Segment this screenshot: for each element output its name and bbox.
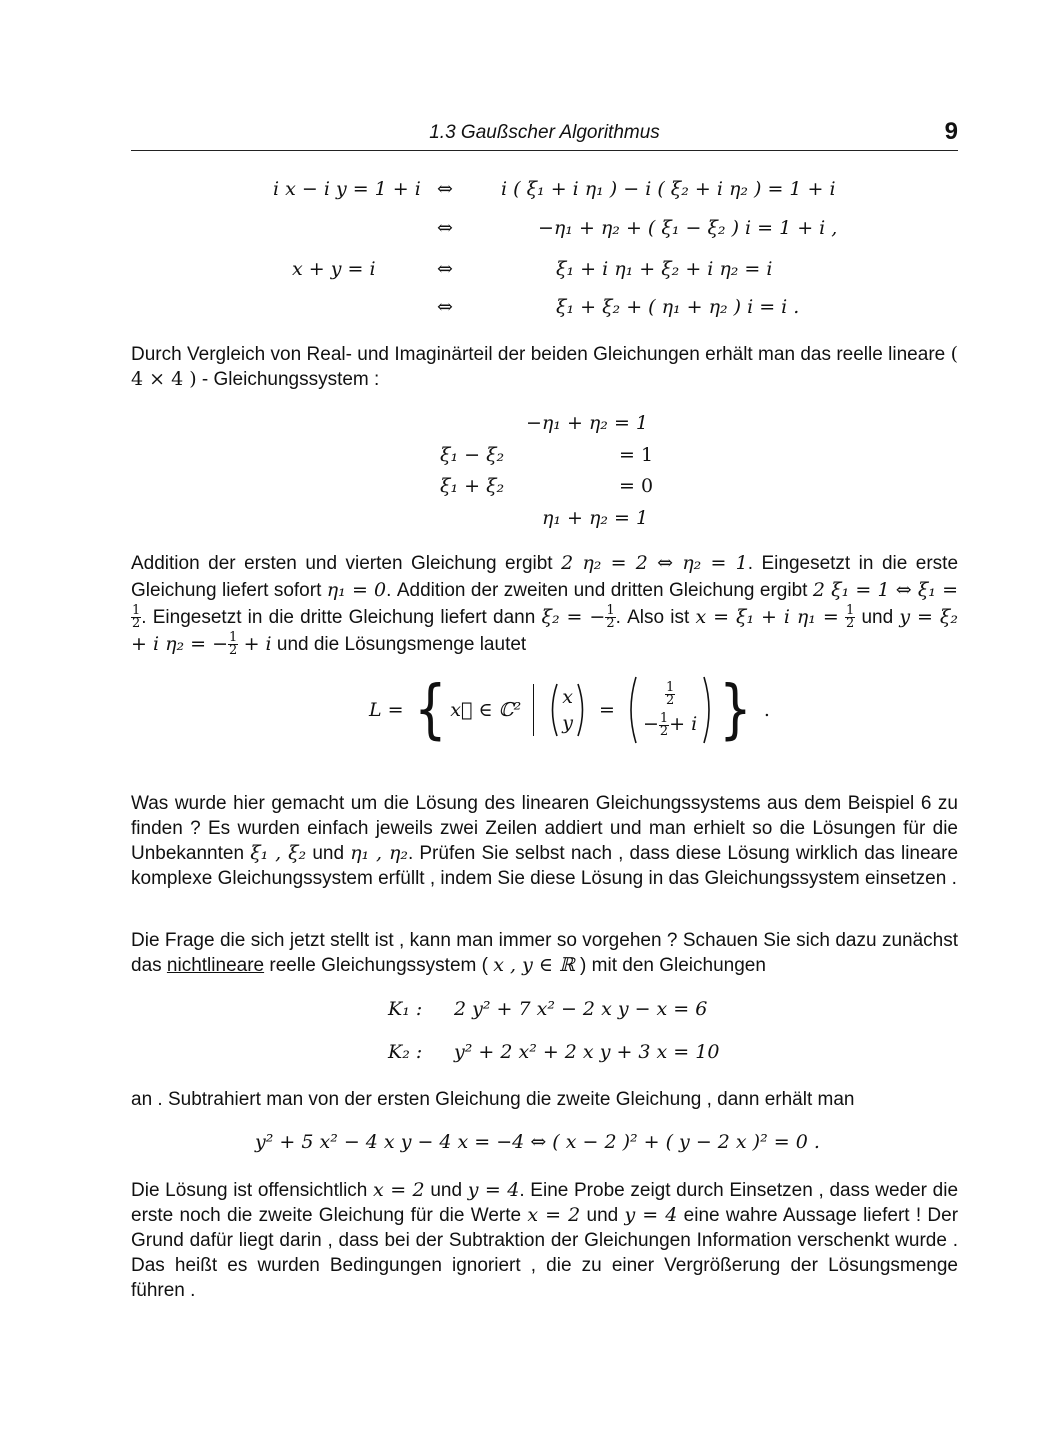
- p3-m1: ξ₁ , ξ₂: [250, 842, 307, 864]
- real-eq-3-right: = 0: [619, 475, 654, 497]
- sol-minus: −: [642, 712, 659, 735]
- p3-und: und: [312, 843, 345, 864]
- frac-half-2: [605, 605, 615, 630]
- sol-row-2: [643, 713, 697, 738]
- eq-right-4: ξ₁ + ξ₂ + ( η₁ + η₂ ) i = i .: [556, 296, 800, 318]
- eq-right-1: i ( ξ₁ + i η₁ ) − i ( ξ₂ + i η₂ ) = 1 + i: [501, 178, 836, 200]
- vec-x: x: [562, 686, 574, 708]
- vec-equals: =: [599, 699, 615, 721]
- frac-num: 1: [132, 603, 141, 619]
- solution-lhs: L =: [369, 699, 404, 721]
- p2-t5: . Also ist: [615, 607, 690, 628]
- p4-c: ) mit den Gleichungen: [580, 955, 766, 976]
- frac-den: 2: [665, 692, 675, 708]
- frac-half-1: [131, 605, 141, 630]
- section-title: 1.3 Gaußscher Algorithmus: [429, 122, 660, 143]
- p6-t1: Die Lösung ist offensichtlich: [131, 1180, 368, 1201]
- paragraph-3: [131, 791, 958, 891]
- solution-condition: x⃗ ∈ ℂ²: [450, 699, 522, 721]
- real-eq-4: η₁ + η₂ = 1: [542, 507, 649, 529]
- iff-1: ⇔: [437, 178, 453, 200]
- k2-label: K₂ :: [388, 1041, 423, 1063]
- para1-end: - Gleichungssystem :: [201, 369, 380, 390]
- p2-m6b: + i: [243, 633, 272, 655]
- frac-den: 2: [229, 643, 238, 659]
- right-paren-1: [575, 682, 589, 738]
- vec-y: y: [562, 712, 574, 734]
- iff-4: ⇔: [437, 296, 453, 318]
- p2-t6: und: [861, 607, 894, 628]
- p6-t4: und: [586, 1205, 619, 1226]
- p2-m6: y = ξ₂ + i η₂ = −: [131, 606, 959, 655]
- frac-num: 1: [665, 679, 675, 695]
- k2-equation: y² + 2 x² + 2 x y + 3 x = 10: [454, 1041, 720, 1063]
- real-eq-2-right: = 1: [619, 444, 654, 466]
- p6-t5: eine wahre Aussage liefert ! Der Grund dafür liegt darin , dass bei der Subtraktion der Gleichungen Information verschenkt wurde . Das heißt es wurden Bedingungen ignoriert , die zu einer Vergrößerung der Lösungsmenge führen .: [131, 1205, 959, 1301]
- p2-m5: x = ξ₁ + i η₁ =: [695, 606, 839, 628]
- running-header: [131, 118, 958, 151]
- frac-den: 2: [659, 724, 669, 740]
- p2-t1: Addition der ersten und vierten Gleichung ergibt: [131, 553, 553, 574]
- right-paren-2: [701, 675, 715, 745]
- frac-den: 2: [845, 616, 855, 632]
- real-eq-3-left: ξ₁ + ξ₂: [440, 475, 505, 497]
- paragraph-6: [131, 1178, 958, 1303]
- p4-b: reelle Gleichungssystem (: [269, 955, 488, 976]
- vector-xy: [562, 684, 573, 736]
- p3-text: Was wurde hier gemacht um die Lösung des linearen Gleichungssystems aus dem Beispiel 6 zu finden ? Es wurden einfach jeweils zwei Zeilen addiert und man erhielt so die Lösungen für die Unbekannten: [131, 793, 958, 864]
- p3-end: . Prüfen Sie selbst nach , dass diese Lösung wirklich das lineare komplexe Gleichungssystem erfüllt , indem Sie diese Lösung in das Gleichungssystem einsetzen .: [131, 843, 959, 889]
- k1-label: K₁ :: [388, 998, 423, 1020]
- p4-math: x , y ∈ ℝ: [493, 954, 575, 976]
- p6-m2: y = 4: [467, 1179, 520, 1201]
- p2-t3: . Addition der zweiten und dritten Gleichung ergibt: [386, 580, 808, 601]
- right-brace: }: [719, 673, 752, 747]
- frac-num: 1: [606, 603, 615, 619]
- p6-t2: und: [430, 1180, 463, 1201]
- sol-frac-1: [665, 679, 675, 708]
- para1-text: Durch Vergleich von Real- und Imaginärteil der beiden Gleichungen erhält man das reelle lineare: [131, 344, 946, 365]
- left-paren-1: [546, 682, 560, 738]
- frac-half-3: [845, 605, 855, 630]
- p6-m1: x = 2: [373, 1179, 425, 1201]
- p6-m4: y = 4: [624, 1204, 678, 1226]
- eq-left-3: x + y = i: [292, 258, 376, 280]
- iff-3: ⇔: [437, 258, 453, 280]
- p2-m3: 2 ξ₁ = 1 ⇔ ξ₁ =: [812, 579, 959, 601]
- p6-m3: x = 2: [527, 1204, 581, 1226]
- frac-num: 1: [229, 630, 238, 646]
- iff-2: ⇔: [437, 217, 453, 239]
- eq-right-3: ξ₁ + i η₁ + ξ₂ + i η₂ = i: [556, 258, 773, 280]
- real-eq-1: −η₁ + η₂ = 1: [526, 412, 649, 434]
- left-brace: {: [413, 673, 447, 747]
- p2-m2: η₁ = 0: [326, 579, 387, 601]
- p2-t2: . Eingesetzt in die erste Gleichung liefert sofort: [131, 553, 959, 601]
- vector-solution: [642, 679, 698, 740]
- sol-plus-i: + i: [669, 712, 698, 735]
- eq-left-1: i x − i y = 1 + i: [273, 178, 421, 200]
- para1-math: ( 4 × 4 ): [131, 343, 958, 390]
- p4-a: Die Frage die sich jetzt stellt ist , kann man immer so vorgehen ? Schauen Sie sich dazu zunächst das: [131, 930, 958, 976]
- p2-m1: 2 η₂ = 2 ⇔ η₂ = 1: [561, 552, 748, 574]
- p2-t7: und die Lösungsmenge lautet: [276, 634, 527, 655]
- frac-den: 2: [606, 616, 615, 632]
- real-eq-2-left: ξ₁ − ξ₂: [440, 444, 505, 466]
- frac-num: 1: [659, 711, 669, 727]
- sol-frac-2: [659, 713, 669, 738]
- set-bar: [533, 684, 534, 736]
- p4-underlined: nichtlineare: [166, 955, 265, 976]
- paragraph-4: [131, 928, 958, 978]
- frac-den: 2: [132, 616, 141, 632]
- frac-half-4: [228, 632, 238, 657]
- solution-set: [369, 674, 770, 746]
- eq-right-2: −η₁ + η₂ + ( ξ₁ − ξ₂ ) i = 1 + i ,: [538, 217, 838, 239]
- difference-equation: y² + 5 x² − 4 x y − 4 x = −4 ⇔ ( x − 2 )² + ( y − 2 x )² = 0 .: [255, 1131, 820, 1153]
- left-paren-2: [625, 675, 639, 745]
- p2-t4: . Eingesetzt in die dritte Gleichung liefert dann: [141, 607, 536, 628]
- solution-period: .: [763, 699, 770, 721]
- paragraph-5: an . Subtrahiert man von der ersten Gleichung die zweite Gleichung , dann erhält man: [131, 1089, 855, 1110]
- p2-m4: ξ₂ = −: [541, 606, 606, 628]
- page-number: 9: [944, 118, 958, 145]
- k1-equation: 2 y² + 7 x² − 2 x y − x = 6: [454, 998, 708, 1020]
- paragraph-1: [131, 342, 958, 392]
- p3-m2: η₁ , η₂: [350, 842, 408, 864]
- p6-t3: . Eine Probe zeigt durch Einsetzen , dass weder die erste noch die zweite Gleichung für die Werte: [131, 1180, 959, 1226]
- frac-num: 1: [845, 603, 855, 619]
- paragraph-2: [131, 550, 958, 658]
